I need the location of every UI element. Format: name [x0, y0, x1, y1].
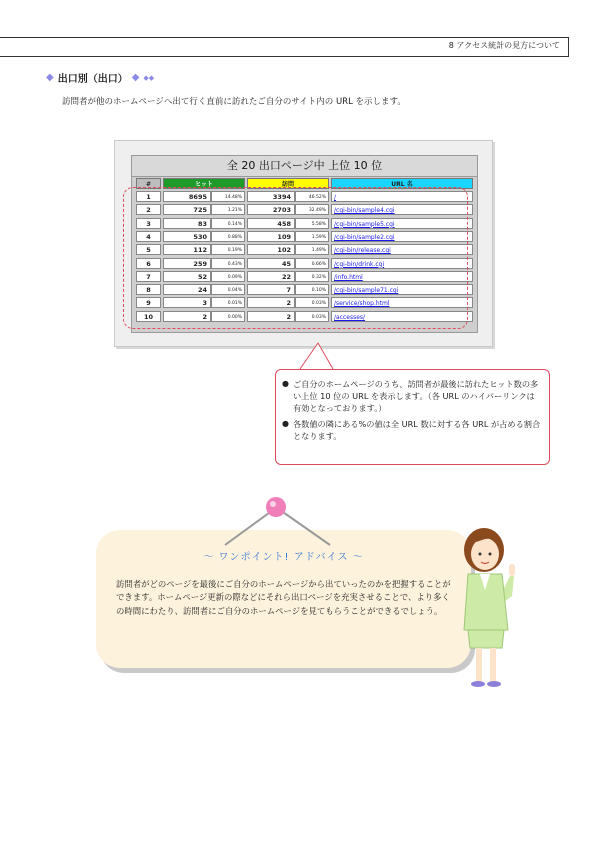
bullet-icon: ●	[282, 379, 289, 388]
visits-cell: 45	[247, 258, 295, 269]
hits-pct-cell: 0.09%	[211, 271, 245, 282]
header-hits: ヒット	[163, 178, 245, 189]
visits-cell: 458	[247, 218, 295, 229]
pushpin-icon	[266, 497, 286, 517]
visits-cell: 2	[247, 297, 295, 308]
hits-cell: 2	[163, 311, 211, 322]
hits-cell: 112	[163, 244, 211, 255]
url-link[interactable]: /	[331, 191, 473, 202]
hits-cell: 3	[163, 297, 211, 308]
url-link[interactable]: /cgi-bin/sample2.cgi	[331, 231, 473, 242]
rank-cell: 5	[136, 244, 161, 255]
url-link[interactable]: /accesses/	[331, 311, 473, 322]
diamond-small-icon: ◆◆	[143, 73, 155, 82]
advice-body: 訪問者がどのページを最後にご自分のホームページから出ていったのかを把握することができます。ホームページ更新の際などにそれら出口ページを充実させることで、より多くの時間にわたり、訪問者にご自分のホームページを見てもらうことができるでしょう。	[116, 579, 451, 616]
hits-pct-cell: 1.21%	[211, 204, 245, 215]
hits-cell: 725	[163, 204, 211, 215]
hits-pct-cell: 0.00%	[211, 311, 245, 322]
section-title: 出口別（出口）	[57, 74, 128, 85]
rank-cell: 3	[136, 218, 161, 229]
rank-cell: 8	[136, 284, 161, 295]
bullet-icon: ●	[282, 419, 289, 428]
hits-pct-cell: 0.04%	[211, 284, 245, 295]
visits-pct-cell: 46.52%	[295, 191, 329, 202]
hits-pct-cell: 0.19%	[211, 244, 245, 255]
diamond-icon: ◆	[46, 72, 54, 83]
visits-cell: 102	[247, 244, 295, 255]
visits-cell: 109	[247, 231, 295, 242]
hits-pct-cell: 0.14%	[211, 218, 245, 229]
url-link[interactable]: /service/shop.html	[331, 297, 473, 308]
visits-pct-cell: 0.10%	[295, 284, 329, 295]
rank-cell: 2	[136, 204, 161, 215]
rank-cell: 1	[136, 191, 161, 202]
hits-cell: 83	[163, 218, 211, 229]
hits-pct-cell: 14.48%	[211, 191, 245, 202]
visits-cell: 2703	[247, 204, 295, 215]
url-link[interactable]: /info.html	[331, 271, 473, 282]
visits-cell: 22	[247, 271, 295, 282]
table-title: 全 20 出口ページ中 上位 10 位	[132, 156, 477, 177]
visits-pct-cell: 0.66%	[295, 258, 329, 269]
diamond-icon: ◆	[131, 72, 140, 83]
visits-pct-cell: 1.49%	[295, 244, 329, 255]
rank-cell: 10	[136, 311, 161, 322]
url-link[interactable]: /cgi-bin/sample71.cgi	[331, 284, 473, 295]
url-link[interactable]: /cgi-bin/drink.cgi	[331, 258, 473, 269]
hits-pct-cell: 0.01%	[211, 297, 245, 308]
visits-cell: 7	[247, 284, 295, 295]
hits-pct-cell: 0.88%	[211, 231, 245, 242]
callout-bullet-text: 各数値の隣にある%の値は全 URL 数に対する各 URL が占める割合となります。	[292, 419, 541, 441]
url-link[interactable]: /cgi-bin/sample4.cgi	[331, 204, 473, 215]
header-num: #	[136, 178, 161, 189]
hits-cell: 52	[163, 271, 211, 282]
woman-illustration	[452, 520, 527, 700]
visits-cell: 2	[247, 311, 295, 322]
url-link[interactable]: /cgi-bin/release.cgi	[331, 244, 473, 255]
visits-pct-cell: 1.59%	[295, 231, 329, 242]
callout-bullet-text: ご自分のホームページのうち、訪問者が最後に訪れたヒット数の多い上位 10 位の URL を表示します。（各 URL のハイパーリンクは有効となっております。）	[292, 379, 539, 413]
rank-cell: 6	[136, 258, 161, 269]
chapter-title: 8 アクセス統計の見方について	[448, 41, 560, 50]
section-intro: 訪問者が他のホームページへ出て行く直前に訪れたご自分のサイト内の URL を示します。	[62, 97, 406, 107]
visits-pct-cell: 0.03%	[295, 311, 329, 322]
header-visits: 訪問	[247, 178, 329, 189]
hits-cell: 259	[163, 258, 211, 269]
hits-pct-cell: 0.43%	[211, 258, 245, 269]
rank-cell: 7	[136, 271, 161, 282]
hits-cell: 24	[163, 284, 211, 295]
url-link[interactable]: /cgi-bin/sample5.cgi	[331, 218, 473, 229]
visits-pct-cell: 5.58%	[295, 218, 329, 229]
hits-cell: 8695	[163, 191, 211, 202]
hits-cell: 530	[163, 231, 211, 242]
advice-title: ～ ワンポイント! アドバイス ～	[203, 552, 364, 563]
rank-cell: 4	[136, 231, 161, 242]
visits-pct-cell: 0.32%	[295, 271, 329, 282]
rank-cell: 9	[136, 297, 161, 308]
header-url: URL 名	[331, 178, 473, 189]
visits-cell: 3394	[247, 191, 295, 202]
visits-pct-cell: 32.49%	[295, 204, 329, 215]
visits-pct-cell: 0.03%	[295, 297, 329, 308]
